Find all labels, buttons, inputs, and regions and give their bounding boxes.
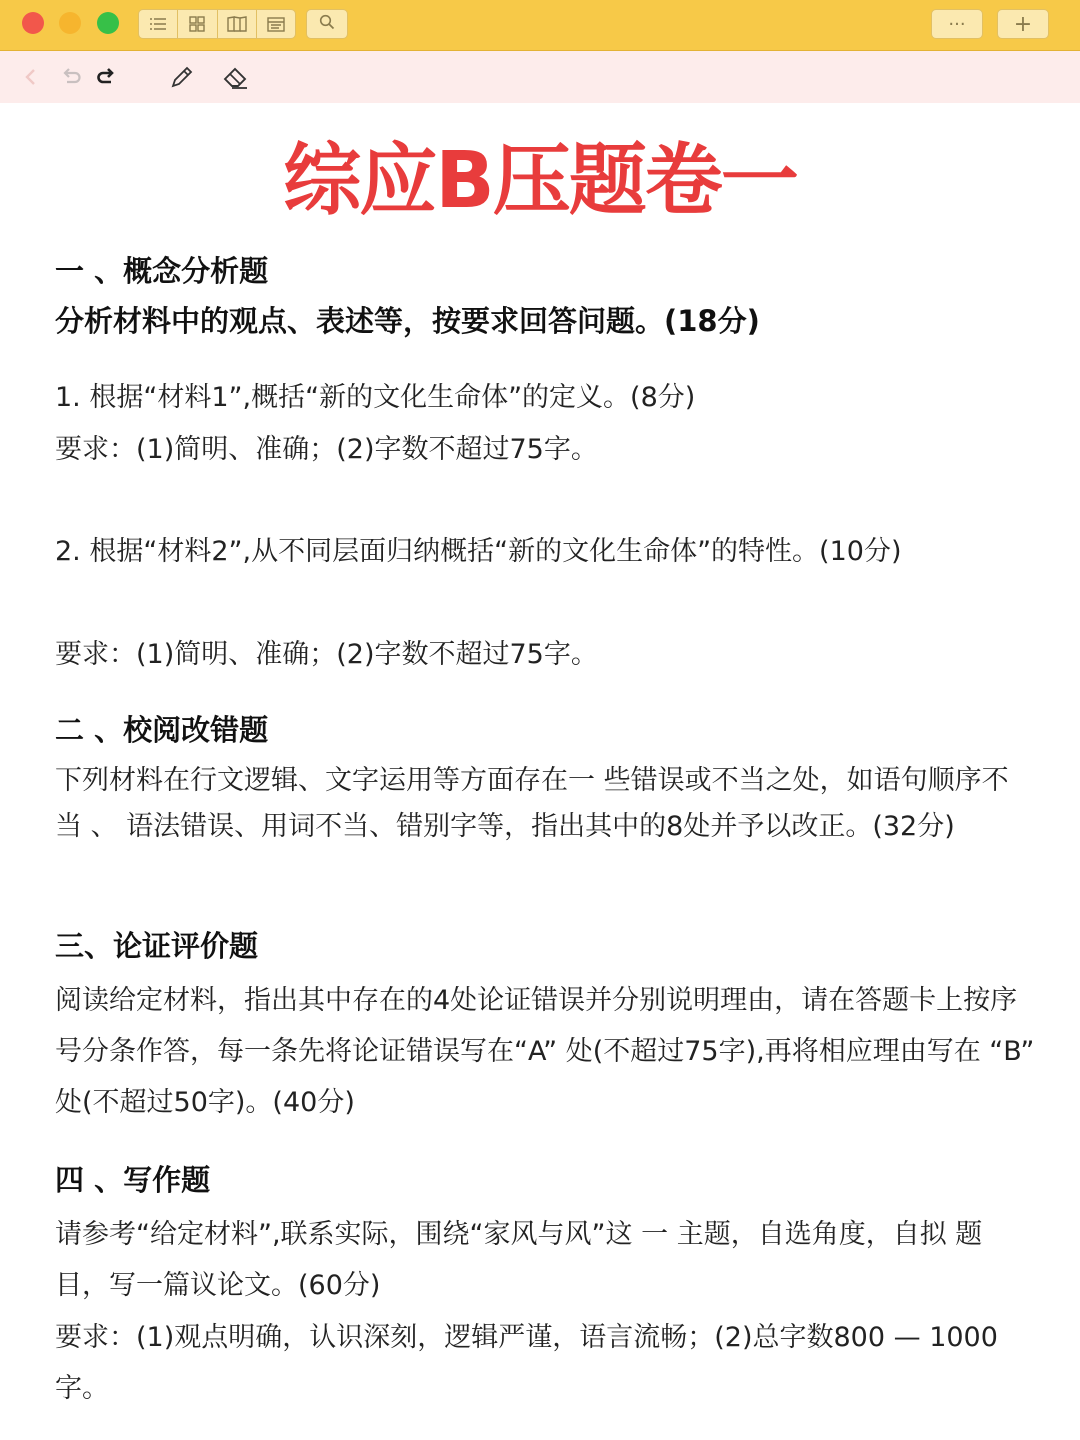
question-1-requirement: 要求：(1)简明、准确；(2)字数不超过75字。 [55, 434, 598, 465]
pen-icon[interactable] [168, 63, 196, 91]
question-2: 2. 根据“材料2”,从不同层面归纳概括“新的文化生命体”的特性。(10分) [55, 536, 902, 567]
eraser-icon[interactable] [222, 63, 250, 91]
add-page-button[interactable]: + [997, 9, 1049, 39]
close-window-button[interactable] [22, 12, 44, 34]
minimize-window-button[interactable] [59, 12, 81, 34]
section-3-body: 阅读给定材料，指出其中存在的4处论证错误并分别说明理由，请在答题卡上按序 号分条作答，每一条先将论证错误写在“A” 处(不超过75字),再将相应理由写在 “B” 处(不超过50字)。(40分) [55, 985, 1035, 1118]
window-titlebar [0, 0, 1080, 51]
book-view-icon[interactable] [218, 10, 257, 38]
back-icon[interactable] [16, 63, 44, 91]
search-button[interactable] [306, 9, 348, 39]
section-4-requirement: 要求：(1)观点明确，认识深刻，逻辑严谨，语言流畅；(2)总字数800 — 1000字。 [55, 1322, 998, 1404]
section-2-heading: 二 、校阅改错题 [55, 713, 269, 747]
redo-icon[interactable] [93, 63, 121, 91]
document-title: 综应B压题卷一 [283, 136, 797, 226]
question-2-requirement: 要求：(1)简明、准确；(2)字数不超过75字。 [55, 639, 598, 670]
zoom-window-button[interactable] [97, 12, 119, 34]
section-3-heading: 三、论证评价题 [55, 929, 259, 963]
undo-icon[interactable] [56, 63, 84, 91]
question-1: 1. 根据“材料1”,概括“新的文化生命体”的定义。(8分) [55, 382, 696, 413]
list-view-icon[interactable] [139, 10, 178, 38]
section-1-heading: 一 、概念分析题 [55, 254, 269, 288]
editing-toolbar [0, 51, 1080, 103]
search-icon [319, 14, 335, 34]
section-2-body: 下列材料在行文逻辑、文字运用等方面存在一 些错误或不当之处，如语句顺序不当 、 语法错误、用词不当、错别字等，指出其中的8处并予以改正。(32分) [55, 765, 1009, 842]
section-4-body: 请参考“给定材料”,联系实际，围绕“家风与风”这 一 主题，自选角度，自拟 题目，写一篇议论文。(60分) [55, 1219, 983, 1301]
view-mode-switcher [138, 9, 296, 39]
card-view-icon[interactable] [257, 10, 295, 38]
grid-view-icon[interactable] [178, 10, 217, 38]
section-1-intro: 分析材料中的观点、表述等，按要求回答问题。(18分) [55, 304, 760, 338]
section-4-heading: 四 、写作题 [55, 1163, 211, 1197]
more-options-button[interactable]: ··· [931, 9, 983, 39]
